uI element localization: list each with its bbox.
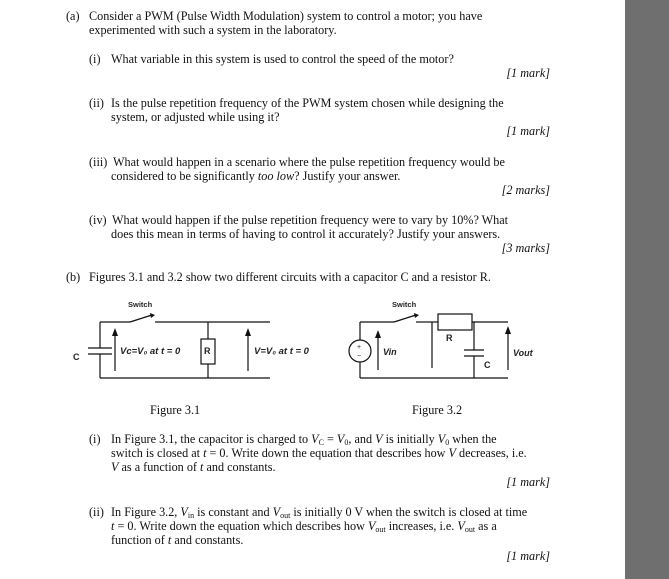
b-q1-text-line2: switch is closed at t = 0. Write down the equation that describes how V decreases, i.e. [111,446,527,460]
fig1-capacitor-label: C [73,352,80,362]
fig1-vc-label: Vc=V₀ at t = 0 [120,346,181,357]
b-q1-text-line3: V as a function of t and constants. [111,460,276,474]
fig2-switch-label: Switch [392,300,417,309]
fig2-vin-label: Vin [383,347,397,357]
a-q1-number: (i) [89,52,101,66]
b-q1-number: (i) [89,432,101,446]
b-q2-text-line3: function of t and constants. [111,533,244,547]
a-q1-mark: [1 mark] [506,66,550,80]
a-q3-mark: [2 marks] [501,183,550,197]
fig2-source-plus: + [357,344,362,351]
figure-3-2-circuit [340,296,550,388]
a-q4-number: (iv) [89,213,107,227]
a-q4-text-line1: What would happen if the pulse repetition frequency were to vary by 10%? What [112,213,509,227]
fig2-source-minus: − [357,353,362,360]
part-b-intro: Figures 3.1 and 3.2 show two different circuits with a capacitor C and a resistor R. [89,270,491,284]
a-q2-text-line2: system, or adjusted while using it? [111,110,280,124]
fig1-switch-label: Switch [128,300,153,309]
figure-3-1-caption: Figure 3.1 [150,403,201,417]
a-q2-mark: [1 mark] [506,124,550,138]
figure-3-2-caption: Figure 3.2 [412,403,463,417]
a-q3-number: (iii) [89,155,108,169]
b-q1-mark: [1 mark] [506,475,550,489]
a-q2-number: (ii) [89,96,104,110]
a-q1-text: What variable in this system is used to control the speed of the motor? [111,52,454,66]
part-b-label: (b) [66,270,81,284]
fig1-resistor-label: R [204,346,211,356]
fig2-resistor-label: R [446,333,453,343]
b-q2-text-line1: In Figure 3.2, $V_{in}$ is constant and $V_{out}$ is initially 0 V when the switch is closed at time [111,505,528,520]
fig1-v-label: V=V₀ at t = 0 [254,346,309,357]
b-q2-mark: [1 mark] [506,549,550,563]
b-q2-text-line2: t = 0. Write down the equation which describes how $V_{out}$ increases, i.e. $V_{out}$ as a [111,519,497,534]
fig2-vout-label: Vout [513,348,533,358]
part-a-intro-line1: Consider a PWM (Pulse Width Modulation) system to control a motor; you have [89,9,483,23]
fig2-capacitor-label: C [484,360,491,370]
a-q3-text-line2: considered to be significantly too low? Justify your answer. [111,169,401,183]
part-a-label: (a) [66,9,80,23]
b-q1-text-line1: In Figure 3.1, the capacitor is charged to $V_C = V_0$, and V is initially $V_0$ when the [111,432,497,447]
part-a-intro-line2: experimented with such a system in the laboratory. [89,23,337,37]
b-q2-number: (ii) [89,505,104,519]
a-q4-mark: [3 marks] [501,241,550,255]
right-margin-bar [625,0,669,579]
a-q3-text-line1: What would happen in a scenario where the pulse repetition frequency would be [113,155,505,169]
figure-3-1-circuit [60,296,345,388]
a-q2-text-line1: Is the pulse repetition frequency of the PWM system chosen while designing the [111,96,504,110]
a-q4-text-line2: does this mean in terms of having to control it accurately? Justify your answers. [111,227,501,241]
